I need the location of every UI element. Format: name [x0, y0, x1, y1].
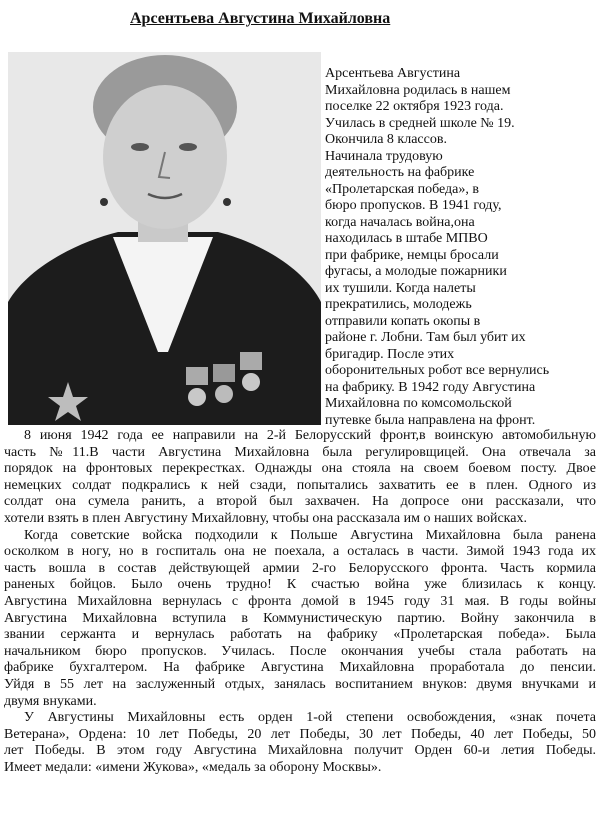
side-line: Начинала трудовую	[325, 148, 443, 164]
body-line: хотели взять в плен Августину Михайловну, чтобы она рассказала им о наших войсках.	[4, 510, 527, 526]
side-line: находилась в штабе МПВО	[325, 231, 488, 246]
side-line: бюро пропусков. В 1941 году,	[325, 198, 502, 213]
body-line: У Августины Михайловны есть орден 1-ой степени освобождения, «знак почета	[24, 710, 596, 726]
body-text	[4, 428, 596, 776]
body-line: начальником бюро пропусков. Училась. После окончания учебы стала работать на	[4, 643, 596, 659]
side-line: Михайловна родилась в нашем	[325, 82, 511, 98]
body-line: Уйдя в 55 лет на заслуженный отдых, занялась воспитанием внуков: двумя внучками и	[4, 676, 596, 692]
side-line: отправили копать окопы в	[325, 313, 481, 329]
body-line: Ветерана», Ордена: 10 лет Победы, 20 лет Победы, 30 лет Победы, 40 лет Победы, 50	[4, 726, 596, 742]
body-line: двумя внуками.	[4, 693, 97, 709]
body-line: немецких солдат подкрались к ней сзади, попытались захватить ее в плен. Одного из	[4, 477, 596, 493]
side-line: деятельность на фабрике	[325, 165, 475, 180]
side-column-text	[325, 66, 597, 429]
body-line: порядок на фронтовых перекрестках. Однажды она стояла на своем боевом посту. Двое	[4, 461, 596, 477]
side-line: районе г. Лобни. Там был убит их	[325, 330, 526, 345]
body-line: осколком в ногу, но в госпиталь она не поехала, а осталась в части. Зимой 1943 года их	[4, 544, 596, 560]
side-line: оборонительных робот все вернулись	[325, 363, 550, 378]
side-line: «Пролетарская победа», в	[325, 181, 479, 197]
side-line: их тушили. Когда налеты	[325, 280, 476, 296]
body-line: лет Победы. В этом году Августина Михайловна получит Орден 60-и летия Победы.	[4, 743, 596, 759]
side-line: прекратились, молодежь	[325, 297, 472, 312]
side-line: фугасы, а молодые пожарники	[325, 264, 507, 279]
body-line: фабрике бухгалтером. На фабрике Августина Михайловна проработала до пенсии.	[4, 660, 596, 676]
side-line: путевке была направлена на фронт.	[325, 412, 536, 428]
body-line: Августина Михайловна вступила в Коммунистическую партию. Войну закончила в	[4, 610, 596, 626]
body-line: Имеет медали: «имени Жукова», «медаль за оборону Москвы».	[4, 759, 382, 775]
body-line: солдат она сумела ранить, а второй был захвачен. На допросе они рассказали, что	[4, 494, 596, 510]
body-line: раненых бойцов. Было очень трудно! К счастью война уже близилась к концу.	[4, 577, 596, 593]
body-line: часть вошла в состав действующей армии 2-го Белорусского фронта. Часть кормила	[4, 560, 596, 576]
side-line: на фабрику. В 1942 году Августина	[325, 379, 536, 395]
body-line: Когда советские войска подходили к Польше Августина Михайловна была ранена	[24, 527, 596, 543]
side-line: Арсентьева Августина	[325, 66, 461, 81]
side-line: Михайловна по комсомольской	[325, 396, 512, 411]
side-line: поселке 22 октября 1923 года.	[325, 99, 504, 114]
side-line: при фабрике, немцы бросали	[325, 247, 499, 263]
portrait-photo	[8, 52, 321, 425]
side-line: когда началась война,она	[325, 214, 475, 230]
body-line: 8 июня 1942 года ее направили на 2-й Белорусский фронт,в воинскую автомобильную	[24, 428, 596, 443]
portrait-image	[8, 52, 321, 425]
side-line: Училась в средней школе № 19.	[325, 115, 515, 131]
body-line: звании сержанта и вернулась работать на фабрику «Пролетарская победа». Была	[4, 627, 596, 643]
body-line: Августина Михайловна вернулась с фронта домой в 1945 году 31 мая. В годы войны	[4, 593, 596, 609]
side-line: Окончила 8 классов.	[325, 132, 447, 147]
body-line: часть №11.В части Августина Михайловна была регулировщицей. Она отвечала за	[4, 444, 596, 460]
side-line: бригадир. После этих	[325, 346, 455, 362]
page-title: Арсентьева Августина Михайловна	[130, 10, 391, 27]
